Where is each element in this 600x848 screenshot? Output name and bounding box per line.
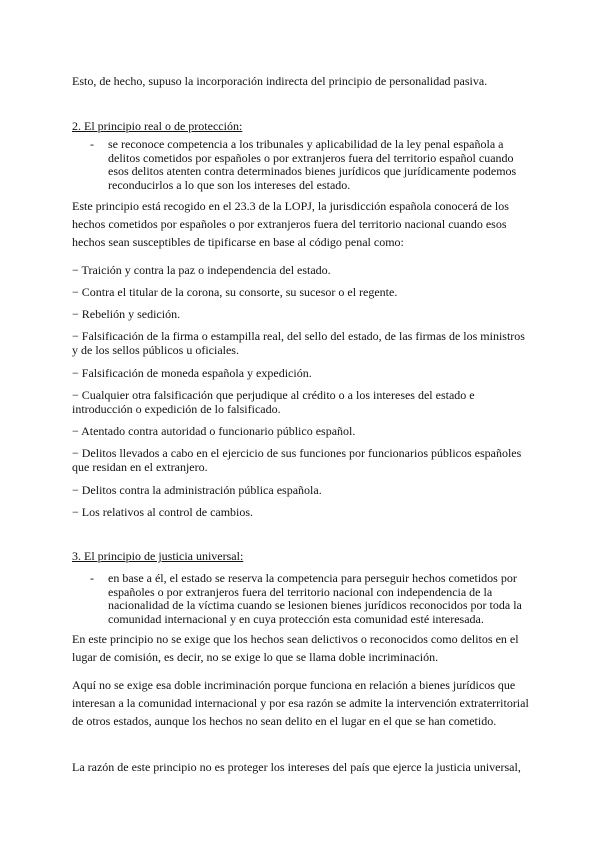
list-item: − Rebelión y sedición. <box>72 307 181 321</box>
section-2-paragraph: Este principio está recogido en el 23.3 de la LOPJ, la jurisdicción española conocerá de los hechos cometidos por españoles o por extranjeros fuera del territorio nacional cuando esos hechos sean susceptibles de tipificarse en base al código penal como: <box>72 199 509 249</box>
list-item: − Delitos llevados a cabo en el ejercicio de sus funciones por funcionarios públicos españoles que residan en el extranjero. <box>72 446 522 474</box>
section-2-heading: 2. El principio real o de protección: <box>72 119 243 133</box>
section-3-paragraph: Aquí no se exige esa doble incriminación porque funciona en relación a bienes jurídicos que interesan a la comunidad internacional y por esa razón se admite la intervención extraterritorial de otros estados, aunque los hechos no sean delito en el lugar en el que se han cometido. <box>72 678 529 728</box>
section-2-bullet: se reconoce competencia a los tribunales y aplicabilidad de la ley penal española a delitos cometidos por españoles o por extranjeros fuera del territorio español cuando esos delitos atenten contra determinados bienes jurídicos que jurídicamente podemos reconducirlos a lo que son los intereses del estado. <box>108 137 517 192</box>
list-item: − Atentado contra autoridad o funcionario público español. <box>72 424 356 438</box>
bullet-marker: - <box>90 137 94 151</box>
list-item: − Cualquier otra falsificación que perjudique al crédito o a los intereses del estado e introducción o expedición de lo falsificado. <box>72 388 475 416</box>
list-item: − Delitos contra la administración pública española. <box>72 483 322 497</box>
list-item: − Falsificación de la firma o estampilla real, del sello del estado, de las firmas de los ministros y de los sellos públicos u oficiales. <box>72 329 525 357</box>
section-3-bullet: en base a él, el estado se reserva la competencia para perseguir hechos cometidos por españoles o por extranjeros fuera del territorio nacional con independencia de la nacionalidad de la víctima cuando se lesionen bienes jurídicos reconocidos por toda la comunidad internacional y en cuya protección esta comunidad esté interesada. <box>108 571 522 626</box>
section-3-paragraph: En este principio no se exige que los hechos sean delictivos o reconocidos como delitos en el lugar de comisión, es decir, no se exige lo que se llama doble incriminación. <box>72 632 519 664</box>
intro-paragraph: Esto, de hecho, supuso la incorporación indirecta del principio de personalidad pasiva. <box>72 74 488 88</box>
list-item: − Falsificación de moneda española y expedición. <box>72 366 312 380</box>
section-3-paragraph: La razón de este principio no es proteger los intereses del país que ejerce la justicia universal, <box>72 760 521 774</box>
section-3-heading: 3. El principio de justicia universal: <box>72 549 244 563</box>
list-item: − Los relativos al control de cambios. <box>72 505 254 519</box>
list-item: − Traición y contra la paz o independencia del estado. <box>72 263 331 277</box>
bullet-marker: - <box>90 571 94 585</box>
list-item: − Contra el titular de la corona, su consorte, su sucesor o el regente. <box>72 285 398 299</box>
